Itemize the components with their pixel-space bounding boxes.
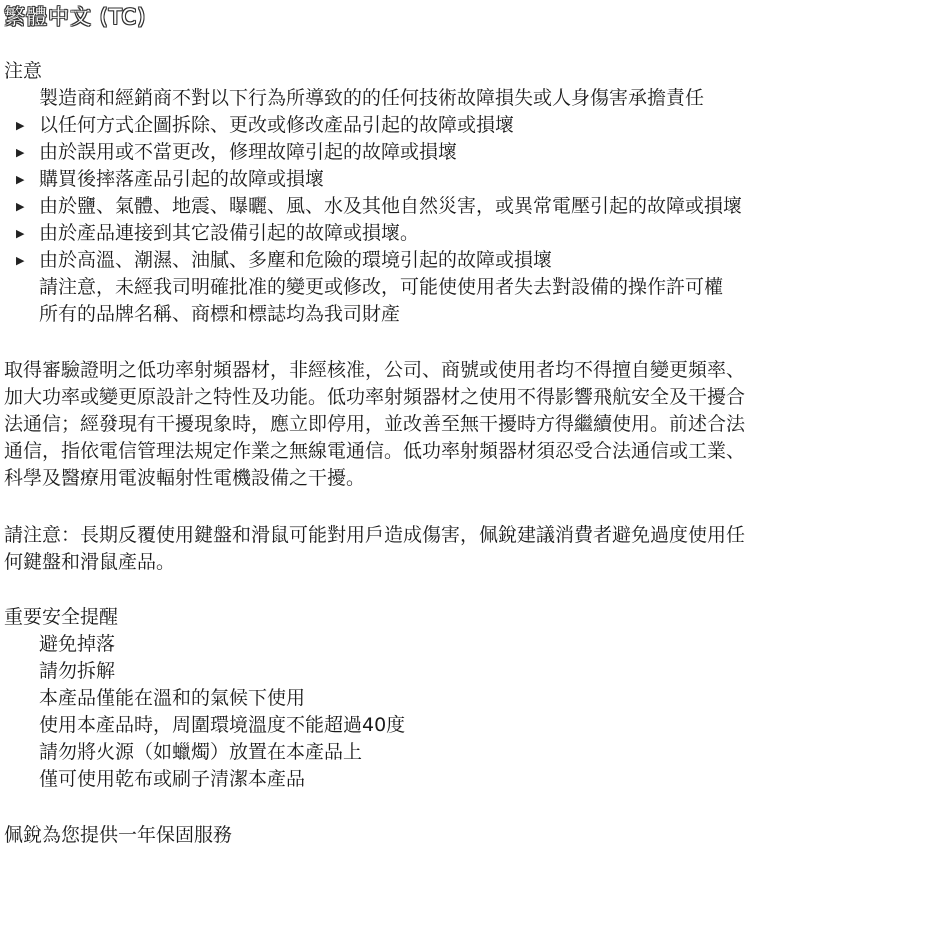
notice-note: 所有的品牌名稱、商標和標誌均為我司財產: [39, 303, 401, 325]
usage-paragraph: [4, 522, 948, 576]
bullet-text: 由於誤用或不當更改，修理故障引起的故障或損壞: [39, 141, 458, 163]
bullet-triangle-icon: ▶: [16, 254, 25, 267]
bullet-text: 由於高溫、潮濕、油膩、多塵和危險的環境引起的故障或損壞: [39, 249, 553, 271]
notice-bullet-item: [4, 166, 948, 193]
notice-intro: 製造商和經銷商不對以下行為所導致的的任何技術故障損失或人身傷害承擔責任: [39, 87, 705, 109]
bullet-triangle-icon: ▶: [16, 200, 25, 213]
rf-paragraph: [4, 357, 948, 492]
bullet-text: 以任何方式企圖拆除、更改或修改產品引起的故障或損壞: [39, 114, 515, 136]
safety-section: [4, 604, 948, 793]
bullet-triangle-icon: ▶: [16, 146, 25, 159]
safety-heading: 重要安全提醒: [4, 606, 119, 628]
safety-item: 請勿拆解: [39, 660, 116, 682]
bullet-text: 購買後摔落產品引起的故障或損壞: [39, 168, 325, 190]
safety-item: 避免掉落: [39, 633, 116, 655]
rf-line: 加大功率或變更原設計之特性及功能。低功率射頻器材之使用不得影響飛航安全及干擾合: [4, 386, 746, 408]
notice-section: [4, 58, 948, 328]
safety-item: 請勿將火源（如蠟燭）放置在本產品上: [39, 741, 363, 763]
bullet-text: 由於產品連接到其它設備引起的故障或損壞。: [39, 222, 420, 244]
usage-line: 何鍵盤和滑鼠產品。: [4, 551, 176, 573]
bullet-text: 由於鹽、氣體、地震、曝曬、風、水及其他自然災害，或異常電壓引起的故障或損壞: [39, 195, 743, 217]
rf-line: 取得審驗證明之低功率射頻器材，非經核准，公司、商號或使用者均不得擅自變更頻率、: [4, 359, 746, 381]
notice-heading: 注意: [4, 60, 43, 82]
usage-line: 請注意：長期反覆使用鍵盤和滑鼠可能對用戶造成傷害，佩銳建議消費者避免過度使用任: [4, 524, 746, 546]
notice-bullet-item: [4, 139, 948, 166]
bullet-triangle-icon: ▶: [16, 173, 25, 186]
rf-line: 法通信；經發現有干擾現象時，應立即停用，並改善至無干擾時方得繼續使用。前述合法: [4, 413, 746, 435]
notice-bullet-item: [4, 112, 948, 139]
page-title: 繁體中文 (TC): [4, 5, 147, 29]
rf-line: 科學及醫療用電波輻射性電機設備之干擾。: [4, 467, 366, 489]
notice-bullet-item: [4, 220, 948, 247]
rf-line: 通信，指依電信管理法規定作業之無線電通信。低功率射頻器材須忍受合法通信或工業、: [4, 440, 746, 462]
notice-note: 請注意，未經我司明確批准的變更或修改，可能使使用者失去對設備的操作許可權: [39, 276, 724, 298]
safety-item: 僅可使用乾布或刷子清潔本產品: [39, 768, 306, 790]
notice-bullet-item: [4, 193, 948, 220]
warranty-text: 佩銳為您提供一年保固服務: [4, 824, 233, 846]
warranty-section: [4, 822, 948, 849]
notice-bullet-item: [4, 247, 948, 274]
safety-item: 本產品僅能在溫和的氣候下使用: [39, 687, 306, 709]
safety-item: 使用本產品時，周圍環境溫度不能超過40度: [39, 714, 406, 736]
bullet-triangle-icon: ▶: [16, 119, 25, 132]
bullet-triangle-icon: ▶: [16, 227, 25, 240]
